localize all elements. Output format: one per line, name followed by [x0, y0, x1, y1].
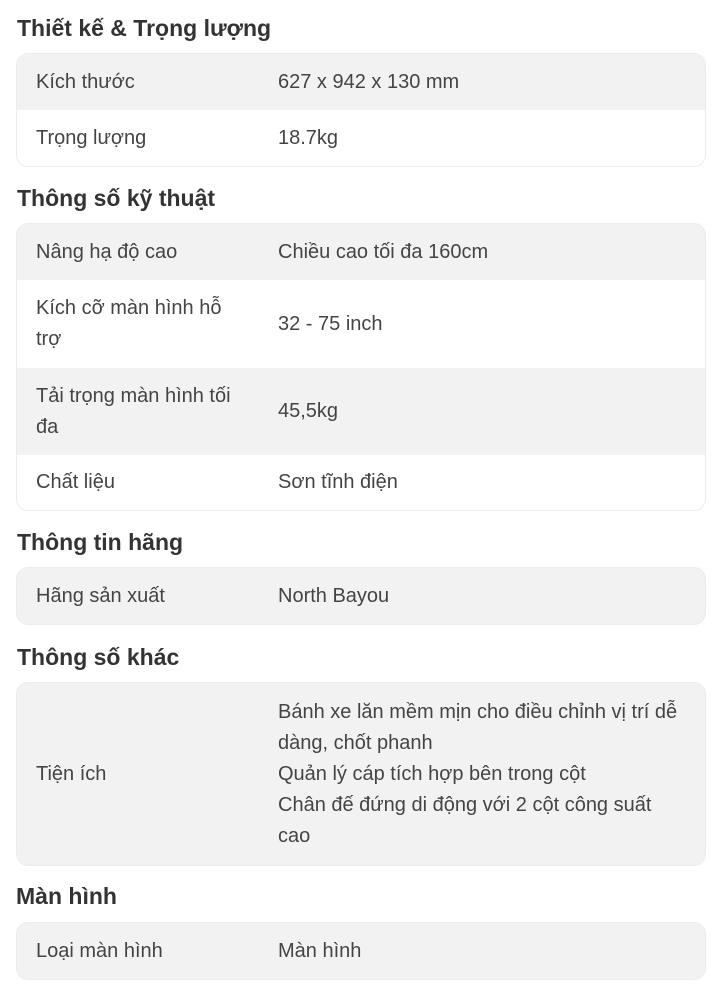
spec-row-manufacturer: [17, 568, 705, 624]
spec-label: Kích cỡ màn hình hỗ trợ: [36, 297, 222, 350]
section-title: Thông số khác: [17, 644, 180, 670]
spec-table: [16, 922, 706, 980]
spec-table: [16, 223, 706, 511]
spec-label: Loại màn hình: [36, 939, 163, 962]
spec-value-line: Chân đế đứng di động với 2 cột công suất cao: [278, 793, 652, 847]
spec-value: Chiều cao tối đa 160cm: [278, 240, 489, 263]
spec-table: [16, 682, 706, 866]
spec-table: [16, 53, 706, 167]
spec-label: Nâng hạ độ cao: [36, 240, 178, 263]
spec-value: North Bayou: [278, 584, 390, 607]
spec-row-material: [17, 455, 705, 510]
spec-row-height-adjust: [17, 224, 705, 280]
spec-value-list: [278, 697, 705, 852]
spec-value: 18.7kg: [278, 126, 339, 149]
spec-value: 32 - 75 inch: [278, 312, 383, 335]
spec-value: Màn hình: [278, 939, 362, 962]
section-title: Màn hình: [16, 883, 117, 909]
spec-value-line: Bánh xe lăn mềm mịn cho điều chỉnh vị trí dễ dàng, chốt phanh: [278, 700, 678, 754]
spec-row-max-load: [17, 368, 705, 455]
spec-row-weight: [17, 110, 705, 166]
spec-label: Chất liệu: [36, 471, 115, 493]
spec-row-screen-type: [17, 923, 705, 979]
spec-value: Sơn tĩnh điện: [278, 471, 398, 493]
spec-label: Trọng lượng: [36, 126, 147, 149]
spec-label: Hãng sản xuất: [36, 584, 165, 607]
spec-row-dimensions: [17, 54, 705, 110]
spec-row-utilities: [17, 683, 705, 865]
section-title: Thiết kế & Trọng lượng: [17, 15, 272, 41]
spec-label: Tải trọng màn hình tối đa: [36, 384, 231, 438]
spec-value-line: Quản lý cáp tích hợp bên trong cột: [278, 762, 586, 785]
section-title: Thông tin hãng: [17, 529, 184, 555]
spec-label: Tiện ích: [36, 762, 107, 785]
spec-value: 45,5kg: [278, 400, 339, 422]
spec-value: 627 x 942 x 130 mm: [278, 70, 460, 93]
spec-table: [16, 567, 706, 625]
spec-label: Kích thước: [36, 70, 135, 93]
spec-row-screen-size: [17, 280, 705, 368]
section-title: Thông số kỹ thuật: [17, 185, 216, 211]
